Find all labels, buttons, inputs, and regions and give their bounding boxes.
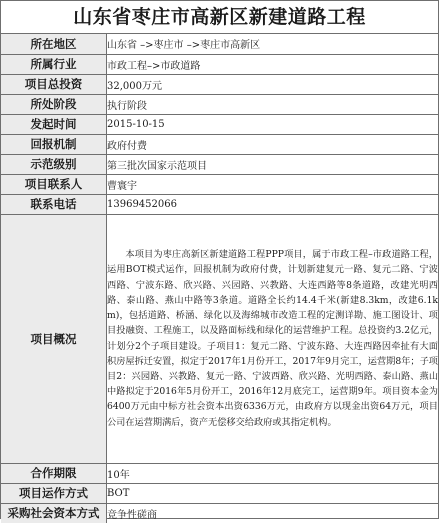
row-value-demo-level: 第三批次国家示范项目	[107, 154, 439, 174]
row-value-start-date: 2015-10-15	[107, 114, 439, 134]
row-label-operation-mode: 项目运作方式	[1, 483, 107, 503]
table-row	[1, 214, 438, 463]
row-value-investment: 32,000万元	[107, 74, 439, 94]
row-value-operation-mode: BOT	[107, 483, 439, 503]
table-row	[1, 54, 438, 74]
row-value-term: 10年	[107, 463, 439, 483]
page-title: 山东省枣庄市高新区新建道路工程	[1, 1, 438, 34]
row-label-investment: 项目总投资	[1, 74, 107, 94]
row-label-term: 合作期限	[1, 463, 107, 483]
row-label-overview: 项目概况	[1, 214, 107, 463]
row-value-return-mechanism: 政府付费	[107, 134, 439, 154]
table-row	[1, 483, 438, 503]
table-row	[1, 34, 438, 54]
row-label-contact: 项目联系人	[1, 174, 107, 194]
table-row	[1, 154, 438, 174]
row-value-procurement: 竞争性磋商	[107, 509, 157, 521]
row-value-industry: 市政工程–>市政道路	[107, 54, 439, 74]
table-row	[1, 174, 438, 194]
info-table	[1, 34, 438, 523]
row-value-region: 山东省 –>枣庄市 –>枣庄市高新区	[107, 34, 439, 54]
row-label-demo-level: 示范级别	[1, 154, 107, 174]
row-label-return-mechanism: 回报机制	[1, 134, 107, 154]
row-label-region: 所在地区	[1, 34, 107, 54]
table-row	[1, 194, 438, 214]
row-label-industry: 所属行业	[1, 54, 107, 74]
row-value-overview: 本项目为枣庄高新区新建道路工程PPP项目，属于市政工程–市政道路工程，运用BOT模式运作，回报机制为政府付费，计划新建复元一路、复元二路、宁波西路、宁波东路、欣兴路、兴园路、兴教路、大连西路等8条道路，改建光明西路、泰山路、燕山中路等3条道。道路全长约14.4千米(新建8.3km，改建6.1km)，包括道路、桥涵、绿化以及海绵城市改造工程的定测详勘、施工图设计、项目投融资、工程施工，以及路面标线和绿化的运营维护工程。总投资约3.2亿元，计划分2个子项目建设。子项目1：复元二路、宁波东路、大连西路因牵扯有大面积房屋拆迁安置，拟定于2017年1月份开工，2017年9月完工，运营期8年；子项目2：兴园路、兴教路、复元一路、宁波西路、欣兴路、光明西路、泰山路、燕山中路拟定于2016年5月份开工，2016年12月底完工，运营期9年。项目资本金为6400万元由中标方社会资本出资6336万元，由政府方以现金出资64万元，项目公司在运营期满后，资产无偿移交给政府或其指定机构。	[107, 214, 439, 463]
table-row	[1, 463, 438, 483]
row-label-procurement: 采购社会资本方式	[1, 503, 107, 523]
row-value-phone: 13969452066	[107, 194, 439, 214]
row-value-contact: 曹寰宇	[107, 174, 439, 194]
row-label-start-date: 发起时间	[1, 114, 107, 134]
row-label-stage: 所处阶段	[1, 94, 107, 114]
table-row	[1, 134, 438, 154]
row-value-stage: 执行阶段	[107, 94, 439, 114]
table-row	[1, 74, 438, 94]
table-row	[1, 114, 438, 134]
table-row	[1, 94, 438, 114]
table-row	[1, 503, 438, 523]
row-label-phone: 联系电话	[1, 194, 107, 214]
